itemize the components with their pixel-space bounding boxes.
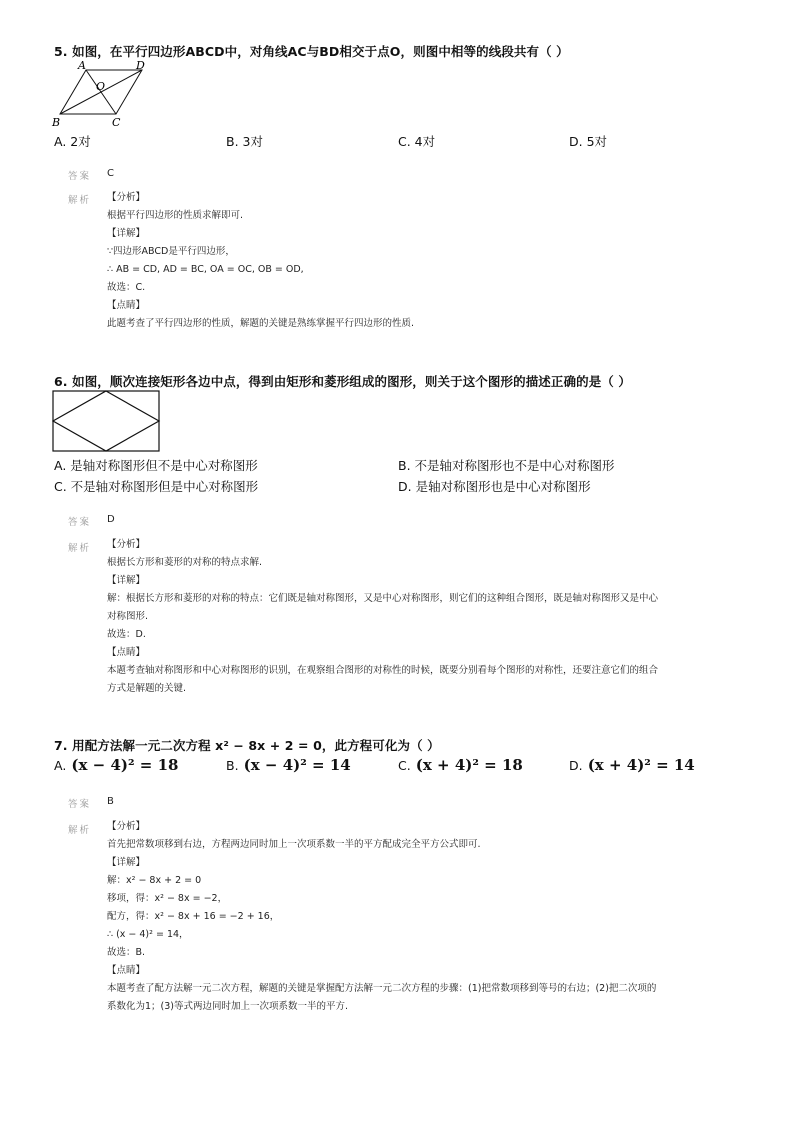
q6-sol-line: 方式是解题的关键.: [107, 683, 187, 694]
q6-sol-line: 解：根据长方形和菱形的对称的特点：它们既是轴对称图形，又是中心对称图形，则它们的这种组合图形，既是轴对称图形又是中心: [107, 593, 659, 604]
q5-answer: C: [107, 168, 114, 179]
q6-option-b: B. 不是轴对称图形也不是中心对称图形: [398, 458, 615, 473]
q7-sol-line: 首先把常数项移到右边，方程两边同时加上一次项系数一半的平方配成完全平方公式即可.: [107, 839, 481, 850]
q6-title: 6. 如图，顺次连接矩形各边中点，得到由矩形和菱形组成的图形，则关于这个图形的描述正确的是（ ）: [54, 374, 631, 389]
q6-sol-line: 根据长方形和菱形的对称的特点求解.: [107, 557, 263, 568]
q5-title: 5. 如图，在平行四边形ABCD中，对角线AC与BD相交于点O，则图中相等的线段共有（ ）: [54, 44, 569, 59]
q6-sol-line: 【分析】: [107, 539, 146, 550]
q6-rectangle-rhombus-figure: [52, 390, 162, 454]
q7-option-c-expr: (x + 4)² = 18: [415, 756, 523, 774]
q7-option-b-expr: (x − 4)² = 14: [243, 756, 351, 774]
q7-option-d-letter: D.: [569, 758, 583, 773]
q6-analysis-label: 解析: [68, 543, 92, 554]
q7-sol-line: 解：x² − 8x + 2 = 0: [107, 875, 202, 886]
q7-sol-line: 【点睛】: [107, 965, 146, 976]
q5-analysis-label: 解析: [68, 195, 92, 206]
q6-sol-line: 对称图形.: [107, 611, 149, 622]
q5-label-o: O: [96, 80, 106, 93]
q7-title: 7. 用配方法解一元二次方程 x² − 8x + 2 = 0，此方程可化为（ ）: [54, 738, 440, 753]
q5-solution: [107, 189, 414, 333]
q7-sol-line: 【详解】: [107, 857, 146, 868]
q5-sol-line: 【详解】: [107, 228, 146, 239]
q5-label-b: B: [52, 116, 61, 128]
q7-option-d-expr: (x + 4)² = 14: [587, 756, 695, 774]
q6-option-d: D. 是轴对称图形也是中心对称图形: [398, 479, 591, 494]
q7-sol-line: 配方，得：x² − 8x + 16 = −2 + 16，: [107, 911, 280, 922]
q6-answer-label: 答案: [68, 517, 92, 528]
q7-sol-line: 移项，得：x² − 8x = −2，: [107, 893, 228, 904]
q6-answer: D: [107, 514, 115, 525]
q5-answer-label: 答案: [68, 171, 92, 182]
q6-option-a: A. 是轴对称图形但不是中心对称图形: [54, 458, 258, 473]
q6-option-c: C. 不是轴对称图形但是中心对称图形: [54, 479, 259, 494]
q5-label-a: A: [78, 60, 86, 72]
q5-parallelogram-figure: [50, 60, 160, 128]
q7-answer: B: [107, 796, 114, 807]
q5-sol-line: ∴ AB = CD, AD = BC, OA = OC, OB = OD,: [107, 264, 304, 275]
q7-option-b-letter: B.: [226, 758, 239, 773]
q7-option-c: [398, 755, 523, 774]
q7-sol-line: 本题考查了配方法解一元二次方程，解题的关键是掌握配方法解一元二次方程的步骤：(1)把常数项移到等号的右边；(2)把二次项的: [107, 983, 657, 994]
q7-analysis-label: 解析: [68, 825, 92, 836]
q5-option-c: C. 4对: [398, 134, 436, 149]
q7-option-c-letter: C.: [398, 758, 411, 773]
q5-sol-line: 根据平行四边形的性质求解即可.: [107, 210, 244, 221]
q7-sol-line: 故选：B.: [107, 947, 146, 958]
q5-option-a: A. 2对: [54, 134, 91, 149]
q6-sol-line: 【详解】: [107, 575, 146, 586]
q5-sol-line: 【分析】: [107, 192, 146, 203]
q6-sol-line: 故选：D.: [107, 629, 146, 640]
q5-sol-line: 【点睛】: [107, 300, 146, 311]
q7-solution: [107, 818, 656, 1016]
q7-option-d: [569, 755, 695, 774]
q5-option-b: B. 3对: [226, 134, 263, 149]
q7-option-a-expr: (x − 4)² = 18: [71, 756, 179, 774]
q7-sol-line: ∴ (x − 4)² = 14，: [107, 929, 189, 940]
q7-answer-label: 答案: [68, 799, 92, 810]
q5-label-c: C: [112, 116, 121, 128]
q7-option-a-letter: A.: [54, 758, 67, 773]
q6-solution: [107, 536, 658, 698]
q6-sol-line: 本题考查轴对称图形和中心对称图形的识别，在观察组合图形的对称性的时候，既要分别看每个图形的对称性，还要注意它们的组合: [107, 665, 659, 676]
q5-label-d: D: [136, 60, 145, 72]
q5-sol-line: 故选：C.: [107, 282, 146, 293]
q5-sol-line: 此题考查了平行四边形的性质，解题的关键是熟练掌握平行四边形的性质.: [107, 318, 415, 329]
q5-option-d: D. 5对: [569, 134, 608, 149]
q5-sol-line: ∵四边形ABCD是平行四边形，: [107, 246, 235, 257]
q7-sol-line: 系数化为1；(3)等式两边同时加上一次项系数一半的平方.: [107, 1001, 349, 1012]
q7-sol-line: 【分析】: [107, 821, 146, 832]
q7-option-b: [226, 755, 351, 774]
q7-option-a: [54, 755, 178, 774]
q6-sol-line: 【点睛】: [107, 647, 146, 658]
